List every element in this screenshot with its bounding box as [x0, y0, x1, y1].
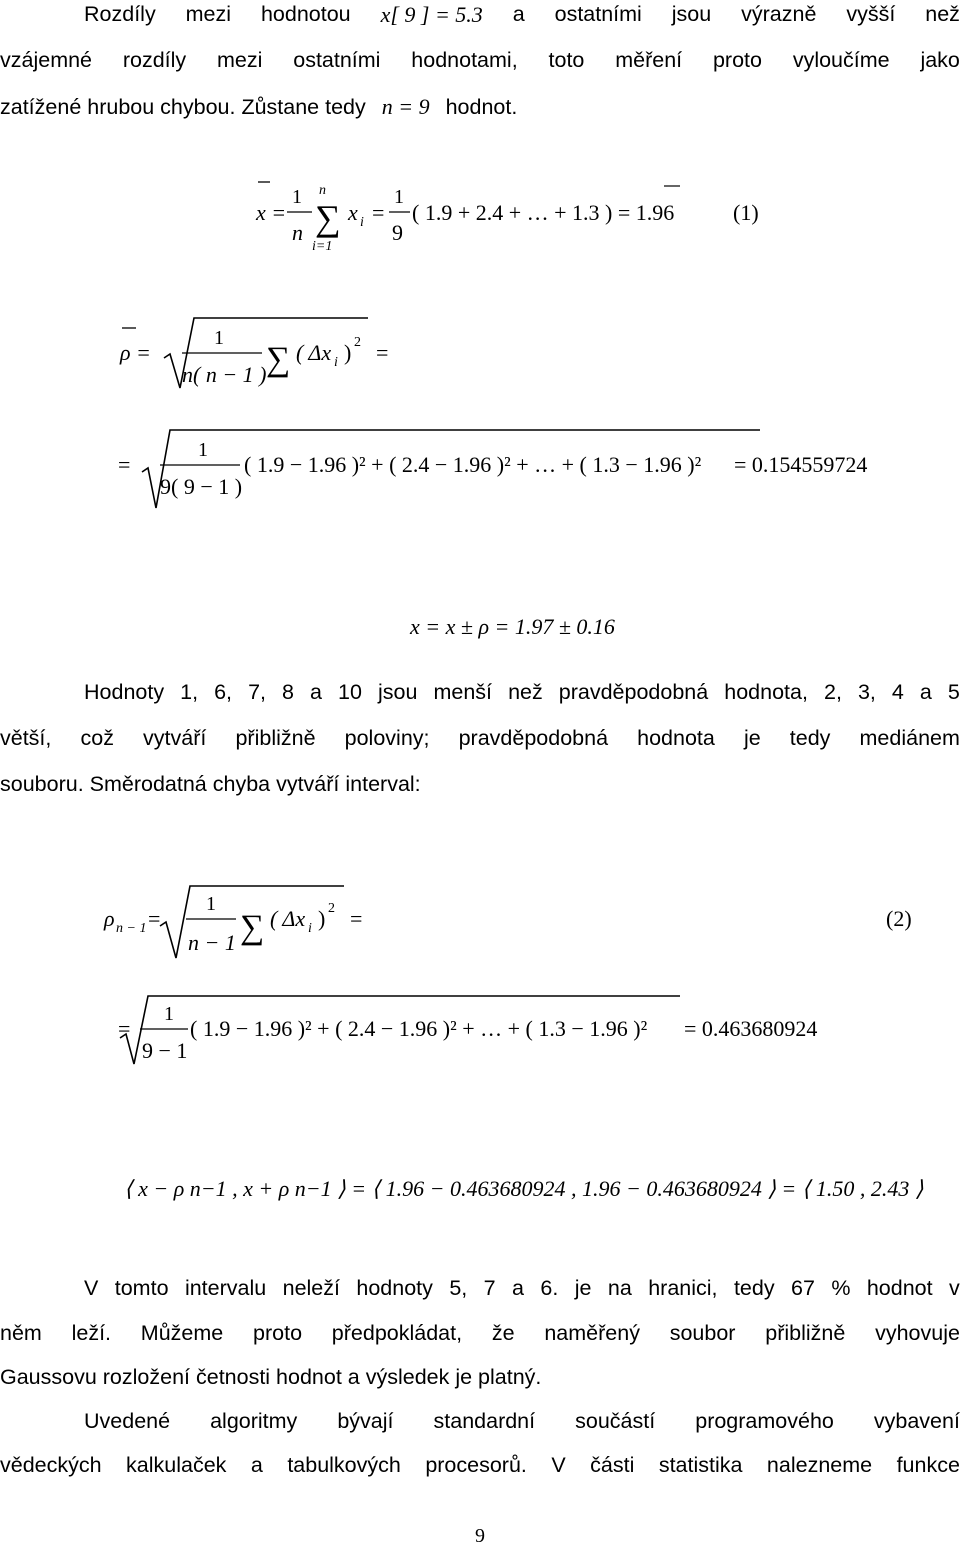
p1-line3: [0, 94, 960, 120]
word: standardní: [433, 1409, 536, 1433]
word: tomto: [114, 1276, 169, 1300]
equation-rho-n1: [0, 878, 960, 968]
eq-sign: =: [372, 200, 385, 225]
word: 3,: [857, 680, 876, 704]
eq-sign: =: [350, 906, 363, 931]
word: mediánem: [859, 726, 960, 750]
equation-result: x = x ± ρ = 1.97 ± 0.16: [410, 614, 615, 639]
word: Hodnoty: [84, 680, 165, 704]
word: než: [508, 680, 543, 704]
eq-sign: =: [148, 906, 161, 931]
word: vědeckých: [0, 1453, 102, 1477]
word: 1,: [180, 680, 199, 704]
word: naměřený: [544, 1321, 640, 1345]
eq-term-end: ): [344, 340, 352, 365]
sum-sign: ∑: [315, 198, 341, 238]
p3-line2: [0, 1321, 960, 1346]
word: programového: [695, 1409, 834, 1433]
equation-label: (2): [886, 906, 912, 931]
word: části: [590, 1453, 635, 1477]
word: vyhovuje: [875, 1321, 960, 1345]
eq-sign: =: [118, 1016, 131, 1041]
eq-result: = 0.154559724: [734, 452, 868, 477]
p4-line1: [84, 1409, 960, 1434]
p1-line1: [84, 2, 960, 28]
eq-term: x: [348, 200, 358, 225]
word: mezi: [217, 48, 263, 72]
word: vytváří: [143, 726, 207, 750]
word: 8: [282, 680, 294, 704]
word: intervalu: [184, 1276, 267, 1300]
word: hranici,: [648, 1276, 718, 1300]
word: Rozdíly: [84, 2, 156, 26]
word: poloviny;: [344, 726, 430, 750]
eq-sup: 2: [328, 901, 335, 916]
word: hodnot: [866, 1276, 933, 1300]
word: něm: [0, 1321, 42, 1345]
frac-num: 1: [198, 439, 208, 461]
word: rozdíly: [122, 48, 187, 72]
text: hodnot.: [445, 95, 518, 119]
word: jako: [920, 48, 960, 72]
word: v: [949, 1276, 960, 1300]
frac-num: 1: [164, 1003, 174, 1025]
word: pravděpodobná: [458, 726, 609, 750]
p3-line1: [84, 1276, 960, 1301]
word: hodnota: [637, 726, 715, 750]
word: 5,: [449, 1276, 468, 1300]
word: 4: [891, 680, 904, 704]
equation-mean: [0, 170, 960, 260]
word: a: [512, 1276, 524, 1300]
word: a: [512, 2, 525, 26]
word: je: [743, 726, 761, 750]
word: větší,: [0, 726, 52, 750]
eq-term: ( Δx: [270, 906, 306, 931]
word: že: [491, 1321, 515, 1345]
word: ostatními: [293, 48, 381, 72]
word: Uvedené: [84, 1409, 171, 1433]
word: funkce: [896, 1453, 960, 1477]
p3-line3: Gaussovu rozložení četnosti hodnot a výsledek je platný.: [0, 1365, 542, 1389]
word: mezi: [185, 2, 232, 26]
word: vyloučíme: [792, 48, 890, 72]
word: %: [831, 1276, 851, 1300]
frac-den: 9( 9 − 1 ): [160, 474, 243, 499]
word: hodnoty: [356, 1276, 433, 1300]
word: jsou: [377, 680, 418, 704]
eq-lhs-sub: n − 1: [116, 921, 147, 936]
word: tedy: [789, 726, 831, 750]
eq-lhs: x =: [256, 200, 287, 225]
word: 5: [947, 680, 960, 704]
word: soubor: [669, 1321, 736, 1345]
equation-label: (1): [733, 200, 759, 225]
word: 67: [790, 1276, 815, 1300]
word: což: [80, 726, 114, 750]
word: nalezneme: [766, 1453, 873, 1477]
word: jsou: [671, 2, 712, 26]
word: výrazně: [741, 2, 817, 26]
word: měření: [615, 48, 683, 72]
frac-num: 1: [292, 186, 302, 208]
eq-lhs: ρ: [104, 906, 115, 931]
eq-term-sub: i: [334, 355, 338, 370]
eq-expression: ( 1.9 − 1.96 )² + ( 2.4 − 1.96 )² + … + ( 1.3 − 1.96 )²: [190, 1016, 648, 1041]
word: V: [551, 1453, 566, 1477]
word: toto: [548, 48, 585, 72]
word: než: [925, 2, 960, 26]
word: procesorů.: [425, 1453, 527, 1477]
page-number: 9: [475, 1525, 485, 1547]
word: 7,: [248, 680, 266, 704]
word: leží.: [71, 1321, 112, 1345]
word: na: [607, 1276, 632, 1300]
word: 7: [483, 1276, 496, 1300]
p4-line2: [0, 1453, 960, 1478]
word: vzájemné: [0, 48, 93, 72]
word: ostatními: [554, 2, 642, 26]
eq-expression: ( 1.9 − 1.96 )² + ( 2.4 − 1.96 )² + … + ( 1.3 − 1.96 )²: [244, 452, 702, 477]
word: kalkulaček: [126, 1453, 227, 1477]
word: neleží: [282, 1276, 340, 1300]
word: 10: [338, 680, 362, 704]
eq-sign: =: [118, 452, 131, 477]
word: a: [919, 680, 932, 704]
inline-math: x[ 9 ] = 5.3: [380, 2, 483, 27]
word: proto: [712, 48, 762, 72]
eq-term-end: ): [318, 906, 326, 931]
eq-term-sub: i: [360, 215, 364, 230]
word: přibližně: [765, 1321, 846, 1345]
equation-rho-n1-value: [0, 990, 960, 1080]
word: 2,: [823, 680, 842, 704]
word: hodnotou: [260, 2, 351, 26]
p1-line2: [0, 48, 960, 73]
word: proto: [253, 1321, 303, 1345]
word: hodnotami,: [411, 48, 518, 72]
p2-line2: [0, 726, 960, 751]
eq-sign: =: [376, 340, 389, 365]
equation-rho-value: [0, 424, 960, 514]
p2-line3: souboru. Směrodatná chyba vytváří interval:: [0, 772, 421, 796]
frac-den: n( n − 1 ): [182, 362, 267, 387]
sum-top: n: [319, 183, 326, 198]
word: 6.: [540, 1276, 559, 1300]
word: V: [84, 1276, 99, 1300]
text: zatížené hrubou chybou. Zůstane tedy: [0, 95, 366, 119]
inline-math: n = 9: [381, 94, 430, 119]
eq-term-sub: i: [308, 921, 312, 936]
word: vyšší: [846, 2, 896, 26]
word: menší: [433, 680, 493, 704]
sum-bottom: i=1: [312, 239, 333, 254]
eq-lhs: ρ =: [120, 340, 151, 365]
word: vybavení: [873, 1409, 960, 1433]
eq-result: = 0.463680924: [684, 1016, 818, 1041]
word: Můžeme: [140, 1321, 224, 1345]
frac2-den: 9: [392, 220, 403, 245]
word: algoritmy: [210, 1409, 298, 1433]
word: je: [574, 1276, 592, 1300]
frac-den: 9 − 1: [142, 1038, 188, 1063]
frac-den: n − 1: [188, 930, 236, 955]
word: bývají: [337, 1409, 394, 1433]
frac-den: n: [292, 220, 303, 245]
p2-line1: [84, 680, 960, 705]
word: tedy: [733, 1276, 775, 1300]
frac-num: 1: [214, 327, 224, 349]
word: předpokládat,: [331, 1321, 463, 1345]
eq-sup: 2: [354, 335, 361, 350]
frac-num: 1: [206, 893, 216, 915]
word: a: [250, 1453, 263, 1477]
word: hodnota,: [724, 680, 808, 704]
sum-sign: ∑: [266, 341, 291, 378]
eq-expression: ( 1.9 + 2.4 + … + 1.3 ) = 1.96: [412, 200, 675, 225]
word: součástí: [575, 1409, 656, 1433]
word: tabulkových: [287, 1453, 401, 1477]
word: statistika: [658, 1453, 743, 1477]
frac2-num: 1: [394, 186, 404, 208]
word: a: [310, 680, 322, 704]
equation-rho: [0, 308, 960, 398]
word: přibližně: [235, 726, 316, 750]
word: pravděpodobná: [558, 680, 709, 704]
word: 6,: [214, 680, 233, 704]
equation-interval: ⟨ x − ρ n−1 , x + ρ n−1 ⟩ = ⟨ 1.96 − 0.463680924 , 1.96 − 0.463680924 ⟩ = ⟨ 1.50 , 2.43 ⟩: [124, 1176, 924, 1201]
sum-sign: ∑: [240, 909, 265, 946]
eq-term: ( Δx: [296, 340, 332, 365]
